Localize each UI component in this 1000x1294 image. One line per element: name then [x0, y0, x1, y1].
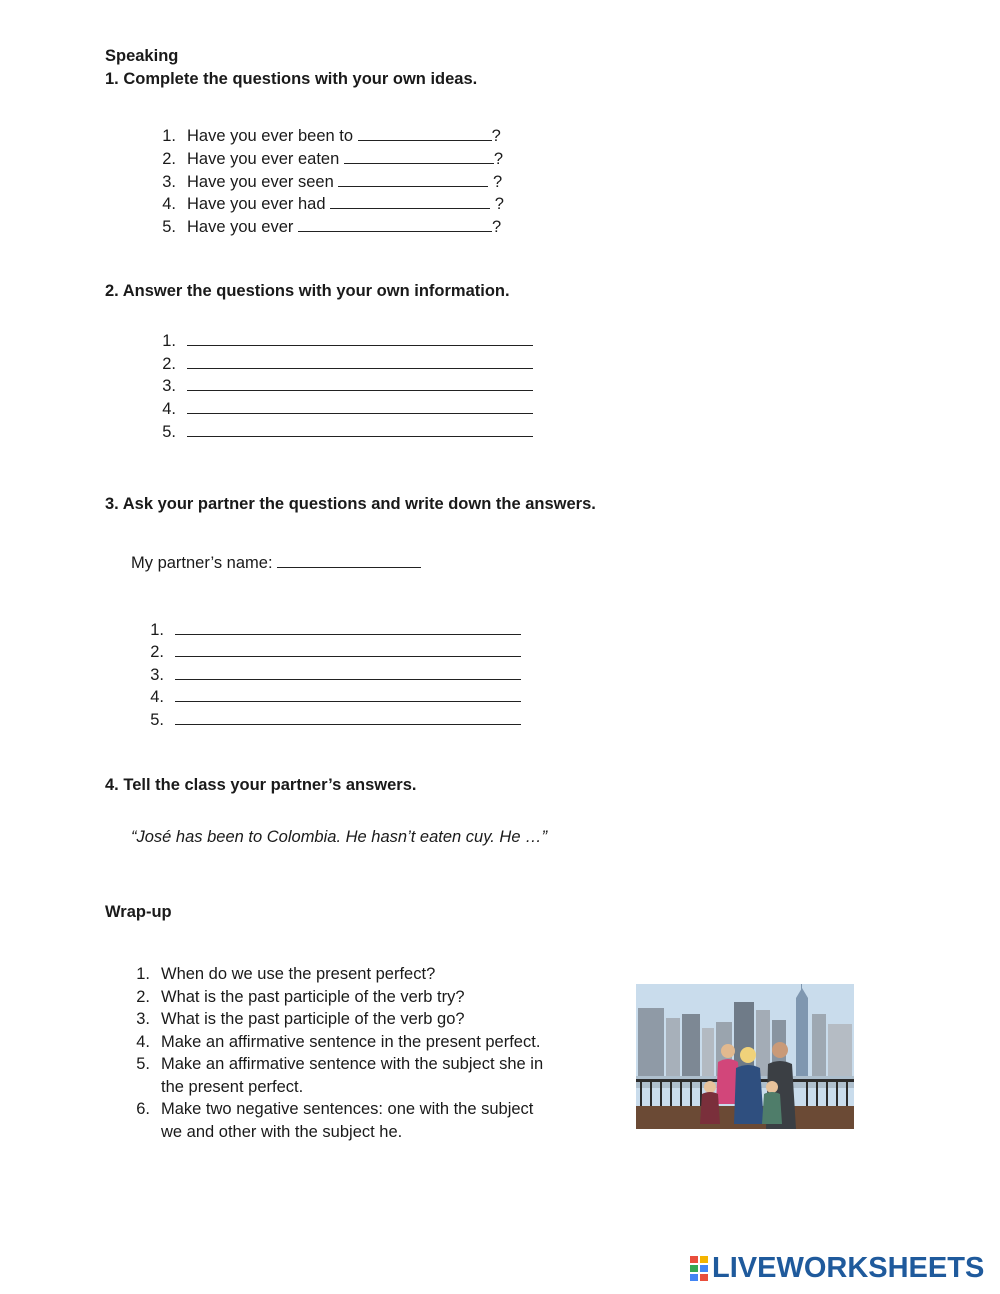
task4-heading: 4. Tell the class your partner’s answers.	[105, 776, 417, 794]
wrapup-heading: Wrap-up	[105, 903, 172, 921]
answer-blank[interactable]	[187, 376, 533, 391]
list-item: 5. Make an affirmative sentence with the subject she in	[136, 1055, 544, 1073]
skyline-illustration	[636, 984, 854, 1129]
list-item: 4. Have you ever had ?	[162, 195, 504, 213]
answer-blank[interactable]	[187, 331, 533, 346]
list-item: 3.	[144, 665, 521, 685]
list-item: 6. Make two negative sentences: one with the subject	[136, 1100, 534, 1118]
answer-blank[interactable]	[338, 172, 488, 187]
list-item-continuation: the present perfect.	[161, 1078, 304, 1096]
page-title: Speaking	[105, 47, 179, 65]
list-item: 4.	[156, 399, 533, 419]
example-sentence: “José has been to Colombia. He hasn’t eaten cuy. He …”	[131, 828, 548, 846]
list-item: 3. What is the past participle of the verb go?	[136, 1010, 465, 1028]
list-item: 4.	[144, 687, 521, 707]
list-item: 1.	[156, 331, 533, 351]
answer-blank[interactable]	[175, 687, 521, 702]
task3-heading: 3. Ask your partner the questions and write down the answers.	[105, 495, 596, 513]
answer-blank[interactable]	[358, 126, 492, 141]
answer-blank[interactable]	[187, 354, 533, 369]
list-item: 5.	[144, 710, 521, 730]
list-item: 1. Have you ever been to ?	[162, 127, 501, 145]
family-skyline-photo	[636, 984, 854, 1129]
list-item: 2.	[156, 354, 533, 374]
list-item-continuation: we and other with the subject he.	[161, 1123, 403, 1141]
list-item: 5.	[156, 422, 533, 442]
partner-name-blank[interactable]	[277, 553, 421, 568]
answer-blank[interactable]	[175, 620, 521, 635]
answer-blank[interactable]	[175, 642, 521, 657]
partner-name-label: My partner’s name:	[131, 554, 273, 572]
partner-name-row	[131, 553, 421, 573]
answer-blank[interactable]	[330, 194, 490, 209]
answer-blank[interactable]	[344, 149, 494, 164]
list-item: 2.	[144, 642, 521, 662]
liveworksheets-logo	[690, 1252, 984, 1286]
task2-heading: 2. Answer the questions with your own information.	[105, 282, 510, 300]
answer-blank[interactable]	[175, 665, 521, 680]
list-item: 3. Have you ever seen ?	[162, 173, 503, 191]
logo-text: LIVEWORKSHEETS	[712, 1252, 985, 1284]
answer-blank[interactable]	[187, 399, 533, 414]
list-item: 5. Have you ever ?	[162, 218, 502, 236]
answer-blank[interactable]	[298, 217, 492, 232]
list-item: 4. Make an affirmative sentence in the present perfect.	[136, 1033, 541, 1051]
answer-blank[interactable]	[187, 422, 533, 437]
list-item: 2. Have you ever eaten ?	[162, 150, 504, 168]
answer-blank[interactable]	[175, 710, 521, 725]
list-item: 2. What is the past participle of the verb try?	[136, 988, 465, 1006]
logo-tiles-icon	[690, 1256, 710, 1282]
list-item: 3.	[156, 376, 533, 396]
list-item: 1.	[144, 620, 521, 640]
task1-heading: 1. Complete the questions with your own ideas.	[105, 70, 478, 88]
list-item: 1. When do we use the present perfect?	[136, 965, 436, 983]
